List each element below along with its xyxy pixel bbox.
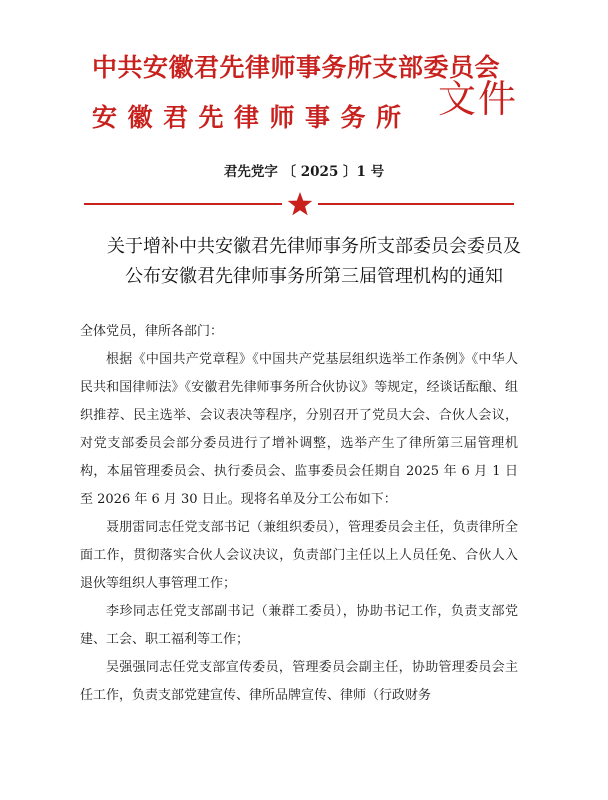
notice-title-line-1: 关于增补中共安徽君先律师事务所支部委员会委员及 (107, 236, 521, 257)
document-number: 君先党字 〔 2025 〕1 号 (223, 164, 385, 180)
document-type-label: 文件 (438, 77, 519, 121)
notice-title (84, 232, 544, 292)
issuer-line-party-committee: 中共安徽君先律师事务所支部委员会 (92, 53, 501, 82)
body-paragraph-deputy-secretary: 李珍同志任党支部副书记（兼群工委员），协助书记工作，负责支部党建、工会、职工福利等工作； (80, 604, 518, 647)
notice-body (80, 318, 518, 710)
notice-title-line-2: 公布安徽君先律师事务所第三届管理机构的通知 (125, 266, 503, 287)
body-paragraph-propaganda: 吴强强同志任党支部宣传委员，管理委员会副主任，协助管理委员会主任工作，负责支部党建宣传、律所品牌宣传、律师（行政财务 (80, 660, 518, 703)
issuer-line-law-firm: 安徽君先律师事务所 (92, 103, 412, 132)
salutation: 全体党员，律所各部门： (80, 324, 224, 339)
body-paragraph-secretary: 聂朋雷同志任党支部书记（兼组织委员），管理委员会主任，负责律所全面工作，贯彻落实合伙人会议决议，负责部门主任以上人员任免、合伙人入退伙等组织人事管理工作； (80, 520, 518, 591)
red-divider-right (318, 203, 514, 205)
body-paragraph-basis: 根据《中国共产党章程》《中国共产党基层组织选举工作条例》《中华人民共和国律师法》《安徽君先律师事务所合伙协议》等规定，经谈话酝酿、组织推荐、民主选举、会议表决等程序，分别召开了党员大会、合伙人会议，对党支部委员会部分委员进行了增补调整，选举产生了律所第三届管理机构，本届管理委员会、执行委员会、监事委员会任期自 2025 年 6 月 1 日至 2026 年 6 月 30 日止。现将名单及分工公布如下： (80, 352, 518, 507)
star-icon (287, 191, 313, 217)
red-divider-left (84, 203, 282, 205)
